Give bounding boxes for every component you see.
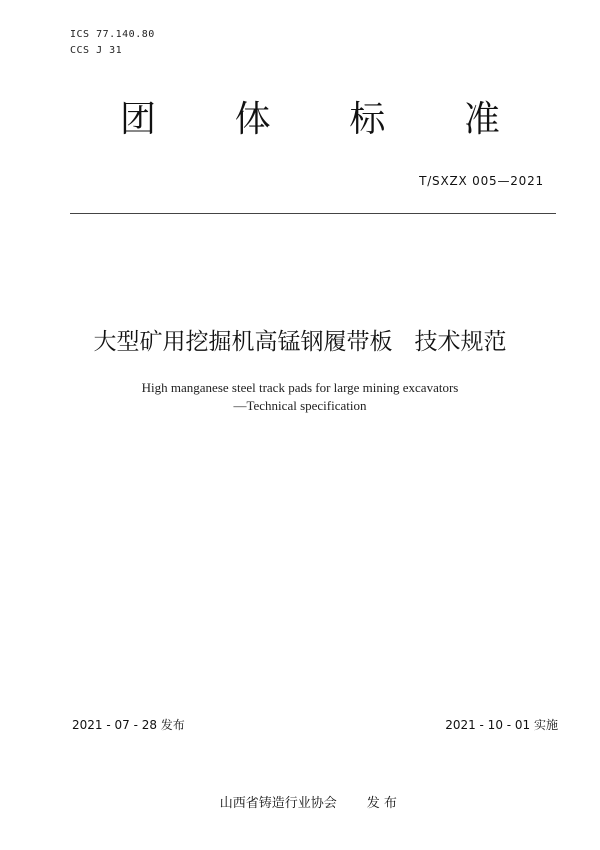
ccs-code: CCS J 31 [70,45,123,56]
document-type-heading [120,92,500,148]
chinese-title: 大型矿用挖掘机高锰钢履带板 技术规范 [93,329,507,355]
english-title-line-2: —Technical specification [233,398,367,413]
doc-type-char: 标 [349,99,386,140]
english-title-line-1: High manganese steel track pads for large mining excavators [141,380,459,395]
doc-type-char: 准 [463,99,500,140]
implementation-date: 2021 - 10 - 01 实施 [445,718,558,732]
doc-type-char: 体 [234,99,271,140]
header-divider [70,213,556,214]
publisher-name: 山西省铸造行业协会 [219,796,337,811]
ics-code: ICS 77.140.80 [70,29,155,40]
publisher-action: 发 布 [366,796,397,811]
publisher-line [0,777,600,826]
issue-date: 2021 - 07 - 28 发布 [72,718,185,732]
standard-number: T/SXZX 005—2021 [419,174,544,188]
doc-type-char: 团 [120,99,157,140]
